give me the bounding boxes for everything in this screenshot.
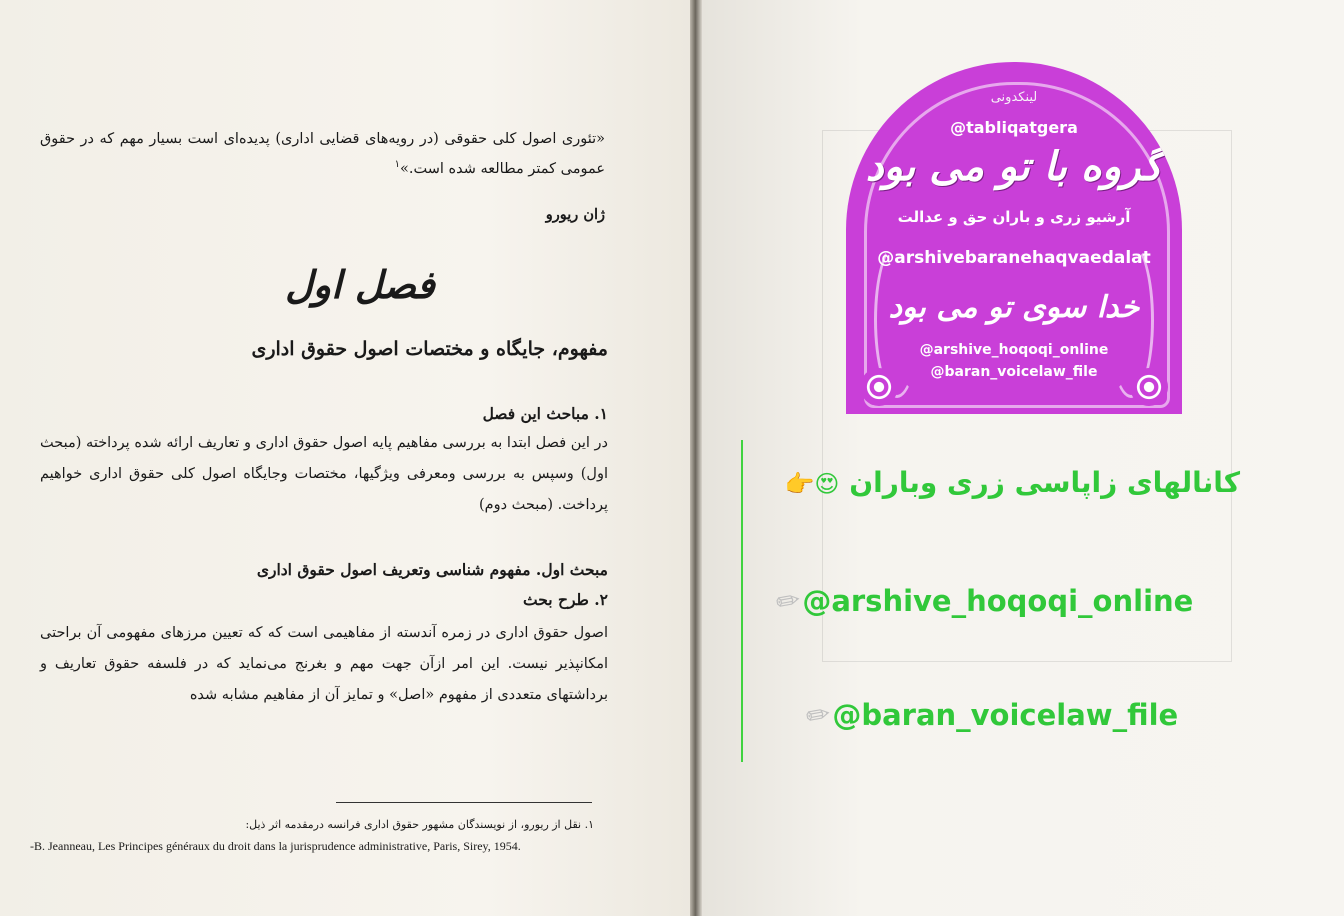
channel-link-1[interactable]: [773, 582, 1256, 620]
bleed-through-text: [30, 0, 670, 120]
stamp-handle-b: @baran_voicelaw_file: [930, 364, 1098, 380]
stamp-slogan: گروه با تو می بود: [865, 144, 1163, 190]
chapter-title: فصل اول: [285, 262, 435, 307]
section-heading: ۱. مباحث این فصل: [482, 404, 608, 423]
stamp-slogan-2: خدا سوی تو می بود: [888, 290, 1140, 325]
epigraph-author: ژان ریورو: [545, 206, 605, 223]
stamp-handle-mid: @arshivebaranehaqvaedalat: [877, 248, 1151, 268]
footnote-divider: [336, 802, 592, 803]
topic-heading: مبحث اول. مفهوم شناسی وتعریف اصول حقوق اداری: [256, 560, 608, 579]
epigraph-footnote-mark: ۱: [394, 159, 400, 170]
watermark-stamp: [846, 62, 1182, 414]
channel-link-2[interactable]: [803, 696, 1286, 734]
section-paragraph: در این فصل ابتدا به بررسی مفاهیم پایه اصول حقوق اداری و تعاریف ارائه شده پرداخته (مبحث اول) وسپس به بررسی ومعرفی ویژگیها، مختصات وجایگاه اصول کلی حقوق اداری خواهیم پرداخت. (مبحث دوم): [40, 435, 608, 513]
book-spine: [690, 0, 702, 916]
channels-heading: [760, 466, 1240, 499]
rosette-right-icon: [1130, 368, 1168, 406]
chapter-subtitle: مفهوم، جایگاه و مختصات اصول حقوق اداری: [251, 338, 608, 360]
stamp-archive-line: آرشیو زری و باران حق و عدالت: [897, 208, 1131, 226]
stamp-handle-top: @tabliqatgera: [950, 118, 1078, 137]
epigraph: [40, 126, 605, 182]
channels-label: کانالهای زاپاسی زری وباران: [849, 466, 1240, 499]
rosette-left-icon: [860, 368, 898, 406]
footnote-citation: -B. Jeanneau, Les Principes généraux du droit dans la jurisprudence administrative, Paris, Sirey, 1954.: [30, 839, 521, 853]
footnote-persian: ۱. نقل از ریورو، از نویسندگان مشهور حقوق اداری فرانسه درمقدمه اثر ذیل:: [245, 818, 594, 831]
pointing-hand-emoji-icon: 😍👉: [784, 470, 840, 498]
epigraph-text: «تئوری اصول کلی حقوقی (در رویه‌های قضایی اداری) پدیده‌ای است بسیار مهم که در حقوق عمومی کمتر مطالعه شده است.»: [40, 131, 605, 177]
section-heading: ۲. طرح بحث: [523, 590, 608, 609]
accent-divider: [741, 440, 743, 762]
stamp-linkedin-label: لینکدونی: [990, 90, 1038, 105]
section-paragraph: اصول حقوق اداری در زمره آندسته از مفاهیمی است که که تعیین مرزهای مفهومی آن براحتی امکانپذیر نیست. این امر ازآن جهت مهم و بغرنج می‌نماید که در فلسفه حقوق تعاریف و برداشتهای متعددی از مفهوم «اصل» و تمایز آن از مفاهیم مشابه شده: [40, 625, 608, 703]
channel-handle-1: @arshive_hoqoqi_online: [802, 584, 1194, 618]
channel-handle-2: @baran_voicelaw_file: [832, 698, 1179, 732]
stamp-handle-a: @arshive_hoqoqi_online: [919, 342, 1109, 358]
pencil-icon: ✏: [773, 582, 804, 620]
pencil-icon: ✏: [803, 696, 834, 734]
